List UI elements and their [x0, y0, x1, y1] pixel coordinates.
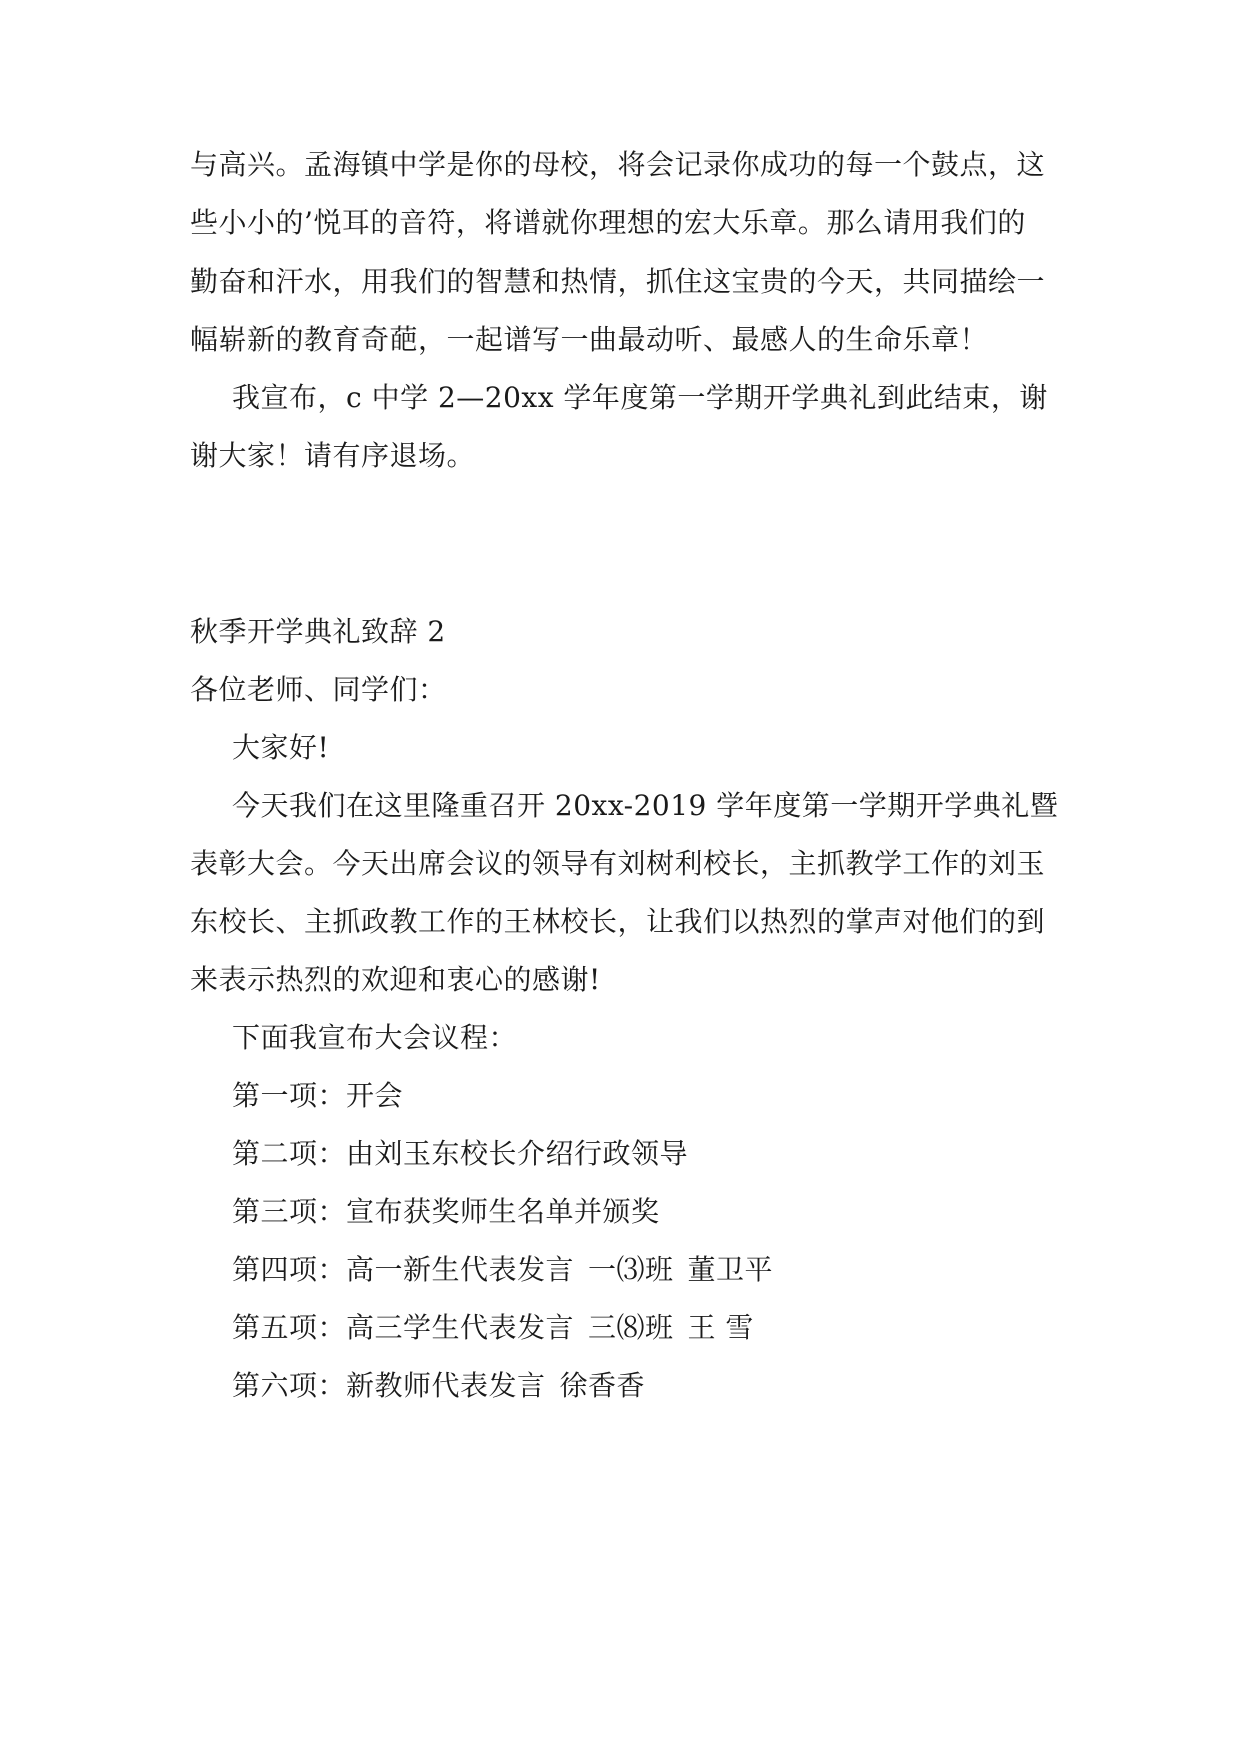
- agenda-item-label: 第三项：宣布获奖师生名单并颁奖: [232, 1195, 660, 1228]
- agenda-item-label: 第一项：开会: [232, 1079, 404, 1112]
- paragraph-line: 幅崭新的教育奇葩，一起谱写一曲最动听、最感人的生命乐章！: [190, 323, 989, 356]
- paragraph-line: 与高兴。孟海镇中学是你的母校，将会记录你成功的每一个鼓点，这: [190, 148, 1046, 181]
- agenda-item-label: 第五项：高三学生代表发言: [232, 1311, 575, 1344]
- intro-line: 东校长、主抓政教工作的王林校长，让我们以热烈的掌声对他们的到: [190, 905, 1046, 938]
- agenda-item-speaker: 王 雪: [687, 1311, 754, 1344]
- agenda-item: [232, 1136, 1060, 1172]
- section-title: 秋季开学典礼致辞 2: [190, 615, 446, 648]
- agenda-item: [232, 1194, 1060, 1230]
- agenda-item-speaker: 董卫平: [687, 1253, 774, 1286]
- agenda-intro: 下面我宣布大会议程：: [232, 1021, 518, 1054]
- agenda-item: [232, 1252, 1060, 1288]
- agenda-item-class: 一⑶班: [588, 1253, 674, 1286]
- intro-line: 今天我们在这里隆重召开 20xx-2019 学年度第一学期开学典礼暨: [232, 789, 1059, 822]
- agenda-item-label: 第四项：高一新生代表发言: [232, 1253, 575, 1286]
- agenda-item: [232, 1078, 1060, 1114]
- closing-line: 我宣布，c 中学 2—20xx 学年度第一学期开学典礼到此结束，谢: [232, 381, 1048, 414]
- greeting: 大家好!: [232, 731, 330, 764]
- agenda-item-speaker: 徐香香: [559, 1369, 646, 1402]
- agenda-item-label: 第六项：新教师代表发言: [232, 1369, 546, 1402]
- agenda-item-label: 第二项：由刘玉东校长介绍行政领导: [232, 1137, 689, 1170]
- paragraph-line: 勤奋和汗水，用我们的智慧和热情，抓住这宝贵的今天，共同描绘一: [190, 265, 1046, 298]
- agenda-item: [232, 1310, 1060, 1346]
- agenda-item: [232, 1368, 1060, 1404]
- salutation: 各位老师、同学们：: [190, 673, 447, 706]
- intro-line: 来表示热烈的欢迎和衷心的感谢!: [190, 963, 601, 996]
- intro-line: 表彰大会。今天出席会议的领导有刘树利校长，主抓教学工作的刘玉: [190, 847, 1046, 880]
- agenda-item-class: 三⑻班: [588, 1311, 674, 1344]
- closing-line: 谢大家！请有序退场。: [190, 439, 476, 472]
- paragraph-line: 些小小的’悦耳的音符，将谱就你理想的宏大乐章。那么请用我们的: [190, 206, 1026, 239]
